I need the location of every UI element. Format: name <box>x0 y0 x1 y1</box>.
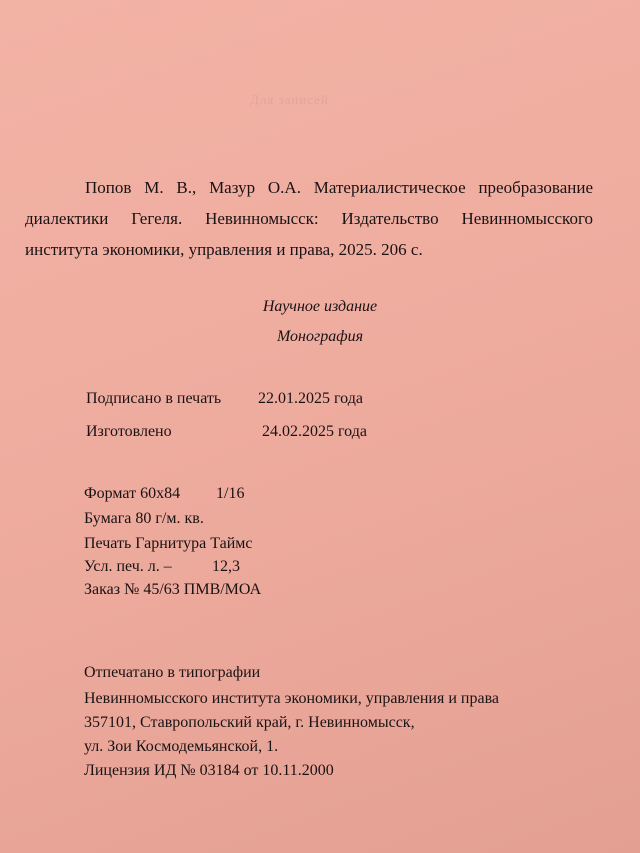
produced-label: Изготовлено <box>86 423 172 440</box>
biblio-line-1: Попов М. В., Мазур О.А. Материалистическое преобразование <box>85 178 593 197</box>
edition-type: Научное издание <box>262 298 378 315</box>
produced-date: 24.02.2025 года <box>262 423 367 440</box>
faint-show-through-text: Для записей <box>250 92 329 107</box>
biblio-line-3: института экономики, управления и права, 2025. 206 с. <box>25 240 423 259</box>
printing-house-line-2: Невинномысского института экономики, управления и права <box>84 690 500 707</box>
printing-house-address: 357101, Ставропольский край, г. Невинномысск, <box>84 714 415 731</box>
print-info: Печать Гарнитура Таймс <box>84 535 253 552</box>
license-number: Лицензия ИД № 03184 от 10.11.2000 <box>84 762 334 779</box>
signed-date: 22.01.2025 года <box>258 390 363 407</box>
signed-label: Подписано в печать <box>86 390 222 407</box>
format-value: 1/16 <box>216 485 245 502</box>
biblio-line-2: диалектики Гегеля. Невинномысск: Издательство Невинномысского <box>25 209 593 228</box>
printing-house-line-1: Отпечатано в типографии <box>84 664 261 681</box>
publication-kind: Монография <box>276 328 364 345</box>
format-label: Формат 60х84 <box>84 485 181 502</box>
order-number: Заказ № 45/63 ПМВ/МОА <box>84 581 262 598</box>
printing-house-street: ул. Зои Космодемьянской, 1. <box>84 738 279 755</box>
sheets-value: 12,3 <box>212 558 240 575</box>
sheets-label: Усл. печ. л. – <box>84 558 172 575</box>
bibliographic-record <box>25 172 593 265</box>
paper-info: Бумага 80 г/м. кв. <box>84 510 204 527</box>
